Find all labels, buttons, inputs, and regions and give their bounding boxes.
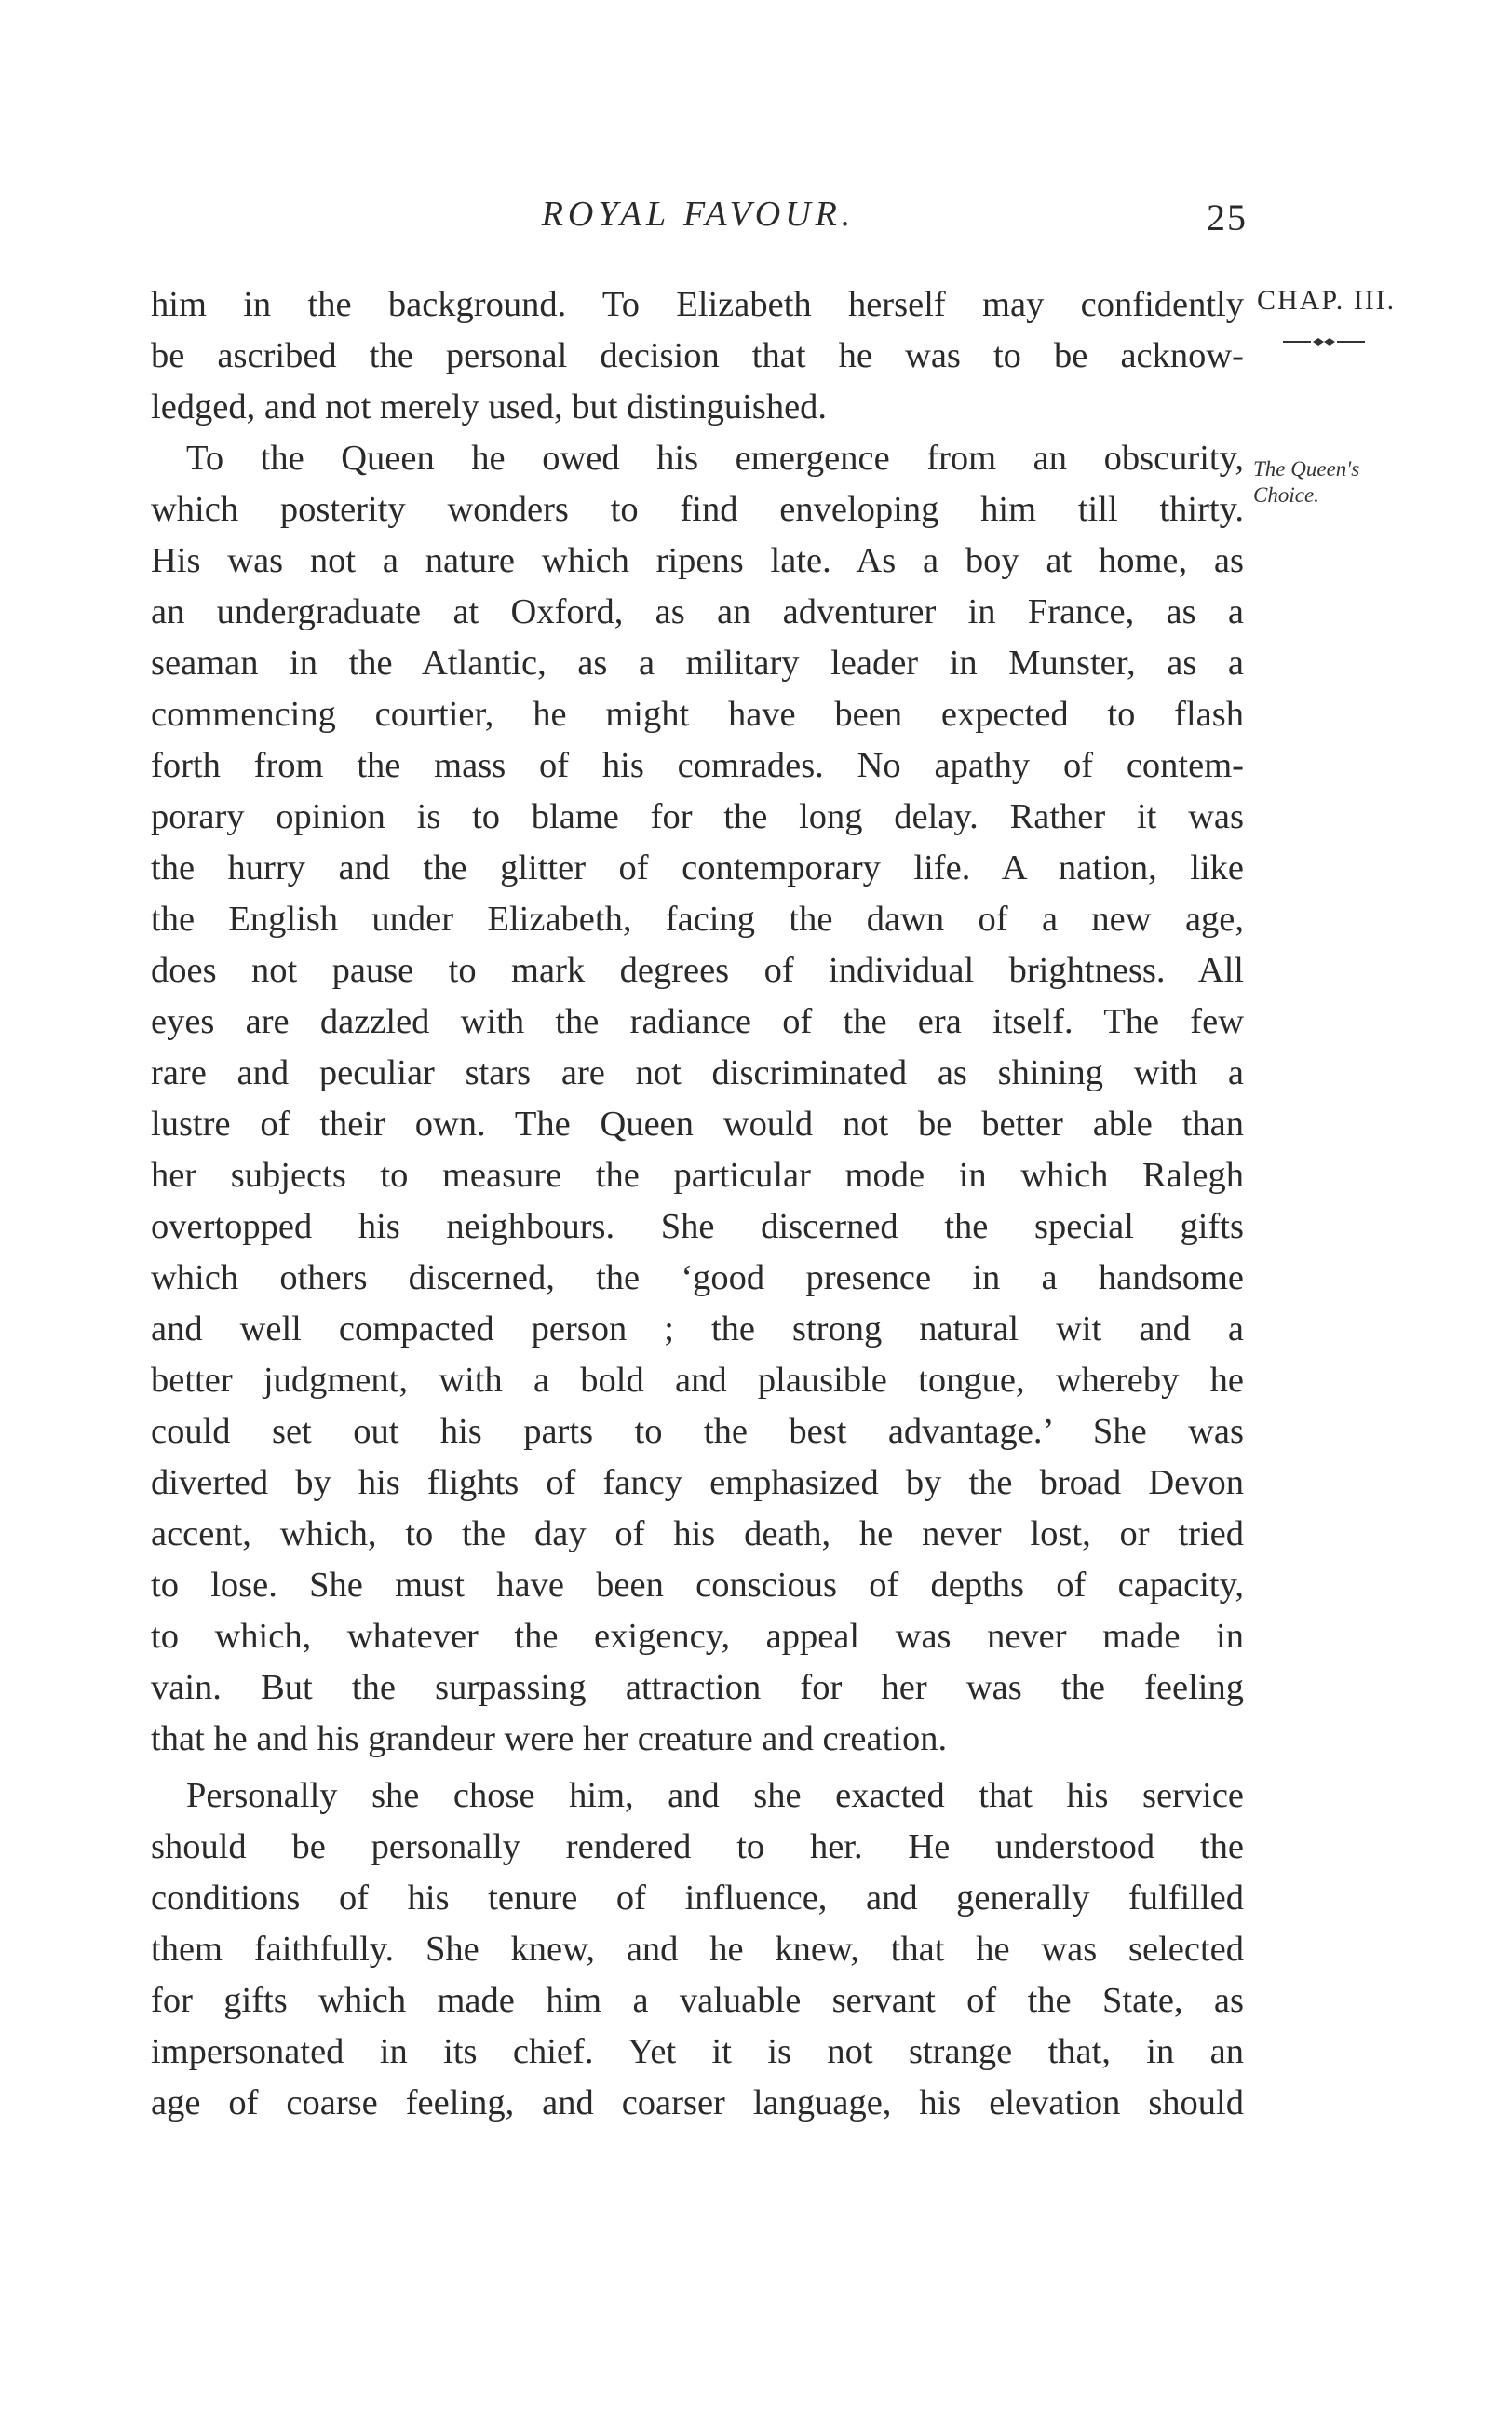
body-text	[151, 279, 1244, 2129]
text-line: and well compacted person ; the strong natural wit and a	[151, 1309, 1244, 1349]
text-line: for gifts which made him a valuable servant of the State, as	[151, 1981, 1244, 2020]
text-line: does not pause to mark degrees of individual brightness. All	[151, 951, 1244, 990]
chapter-marker: CHAP. III.	[1257, 285, 1397, 316]
running-head	[149, 194, 1248, 246]
text-line: conditions of his tenure of influence, and generally fulfilled	[151, 1878, 1244, 1918]
text-line: commencing courtier, he might have been expected to flash	[151, 695, 1244, 734]
divider-ornament-icon	[1283, 335, 1365, 348]
text-line: that he and his grandeur were her creature and creation.	[151, 1719, 948, 1758]
running-title: ROYAL FAVOUR.	[541, 195, 856, 234]
text-line: ledged, and not merely used, but distinguished.	[151, 387, 828, 427]
text-line: eyes are dazzled with the radiance of the era itself. The few	[151, 1002, 1244, 1041]
paragraph	[151, 279, 1244, 433]
text-line: vain. But the surpassing attraction for her was the feeling	[151, 1668, 1244, 1707]
text-line: to lose. She must have been conscious of depths of capacity,	[151, 1566, 1244, 1605]
text-line: seaman in the Atlantic, as a military leader in Munster, as a	[151, 644, 1244, 683]
text-line: His was not a nature which ripens late. As a boy at home, as	[151, 541, 1244, 580]
margin-note	[1253, 456, 1430, 508]
text-line: lustre of their own. The Queen would not be better able than	[151, 1105, 1244, 1144]
text-line: To the Queen he owed his emergence from an obscurity,	[186, 439, 1244, 478]
text-line: him in the background. To Elizabeth herself may confidently	[151, 285, 1244, 324]
text-line: which posterity wonders to find enveloping him till thirty.	[151, 490, 1244, 529]
text-line: overtopped his neighbours. She discerned the special gifts	[151, 1207, 1244, 1246]
text-line: could set out his parts to the best advantage.’ She was	[151, 1412, 1244, 1451]
paragraph	[151, 433, 1244, 1765]
page-number: 25	[1207, 197, 1248, 238]
margin-note-line: The Queen's	[1253, 457, 1360, 481]
text-line: accent, which, to the day of his death, he never lost, or tried	[151, 1514, 1244, 1553]
text-line: to which, whatever the exigency, appeal was never made in	[151, 1617, 1244, 1656]
text-line: which others discerned, the ‘good presence in a handsome	[151, 1258, 1244, 1297]
text-line: should be personally rendered to her. He understood the	[151, 1827, 1244, 1866]
text-line: an undergraduate at Oxford, as an adventurer in France, as a	[151, 592, 1244, 631]
text-line: better judgment, with a bold and plausible tongue, whereby he	[151, 1361, 1244, 1400]
text-line: diverted by his flights of fancy emphasized by the broad Devon	[151, 1463, 1244, 1502]
text-line: age of coarse feeling, and coarser language, his elevation should	[151, 2083, 1244, 2122]
text-line: impersonated in its chief. Yet it is not strange that, in an	[151, 2032, 1244, 2071]
text-line: the English under Elizabeth, facing the dawn of a new age,	[151, 900, 1244, 939]
text-line: the hurry and the glitter of contemporary life. A nation, like	[151, 848, 1244, 888]
paragraph	[151, 1770, 1244, 2129]
text-line: rare and peculiar stars are not discriminated as shining with a	[151, 1053, 1244, 1092]
text-line: porary opinion is to blame for the long delay. Rather it was	[151, 797, 1244, 836]
text-line: them faithfully. She knew, and he knew, that he was selected	[151, 1930, 1244, 1969]
text-line: forth from the mass of his comrades. No apathy of contem-	[151, 746, 1244, 785]
text-line: Personally she chose him, and she exacted that his service	[186, 1776, 1244, 1815]
text-line: be ascribed the personal decision that he was to be acknow-	[151, 336, 1244, 375]
text-line: her subjects to measure the particular mode in which Ralegh	[151, 1156, 1244, 1195]
margin-note-line: Choice.	[1253, 483, 1319, 507]
